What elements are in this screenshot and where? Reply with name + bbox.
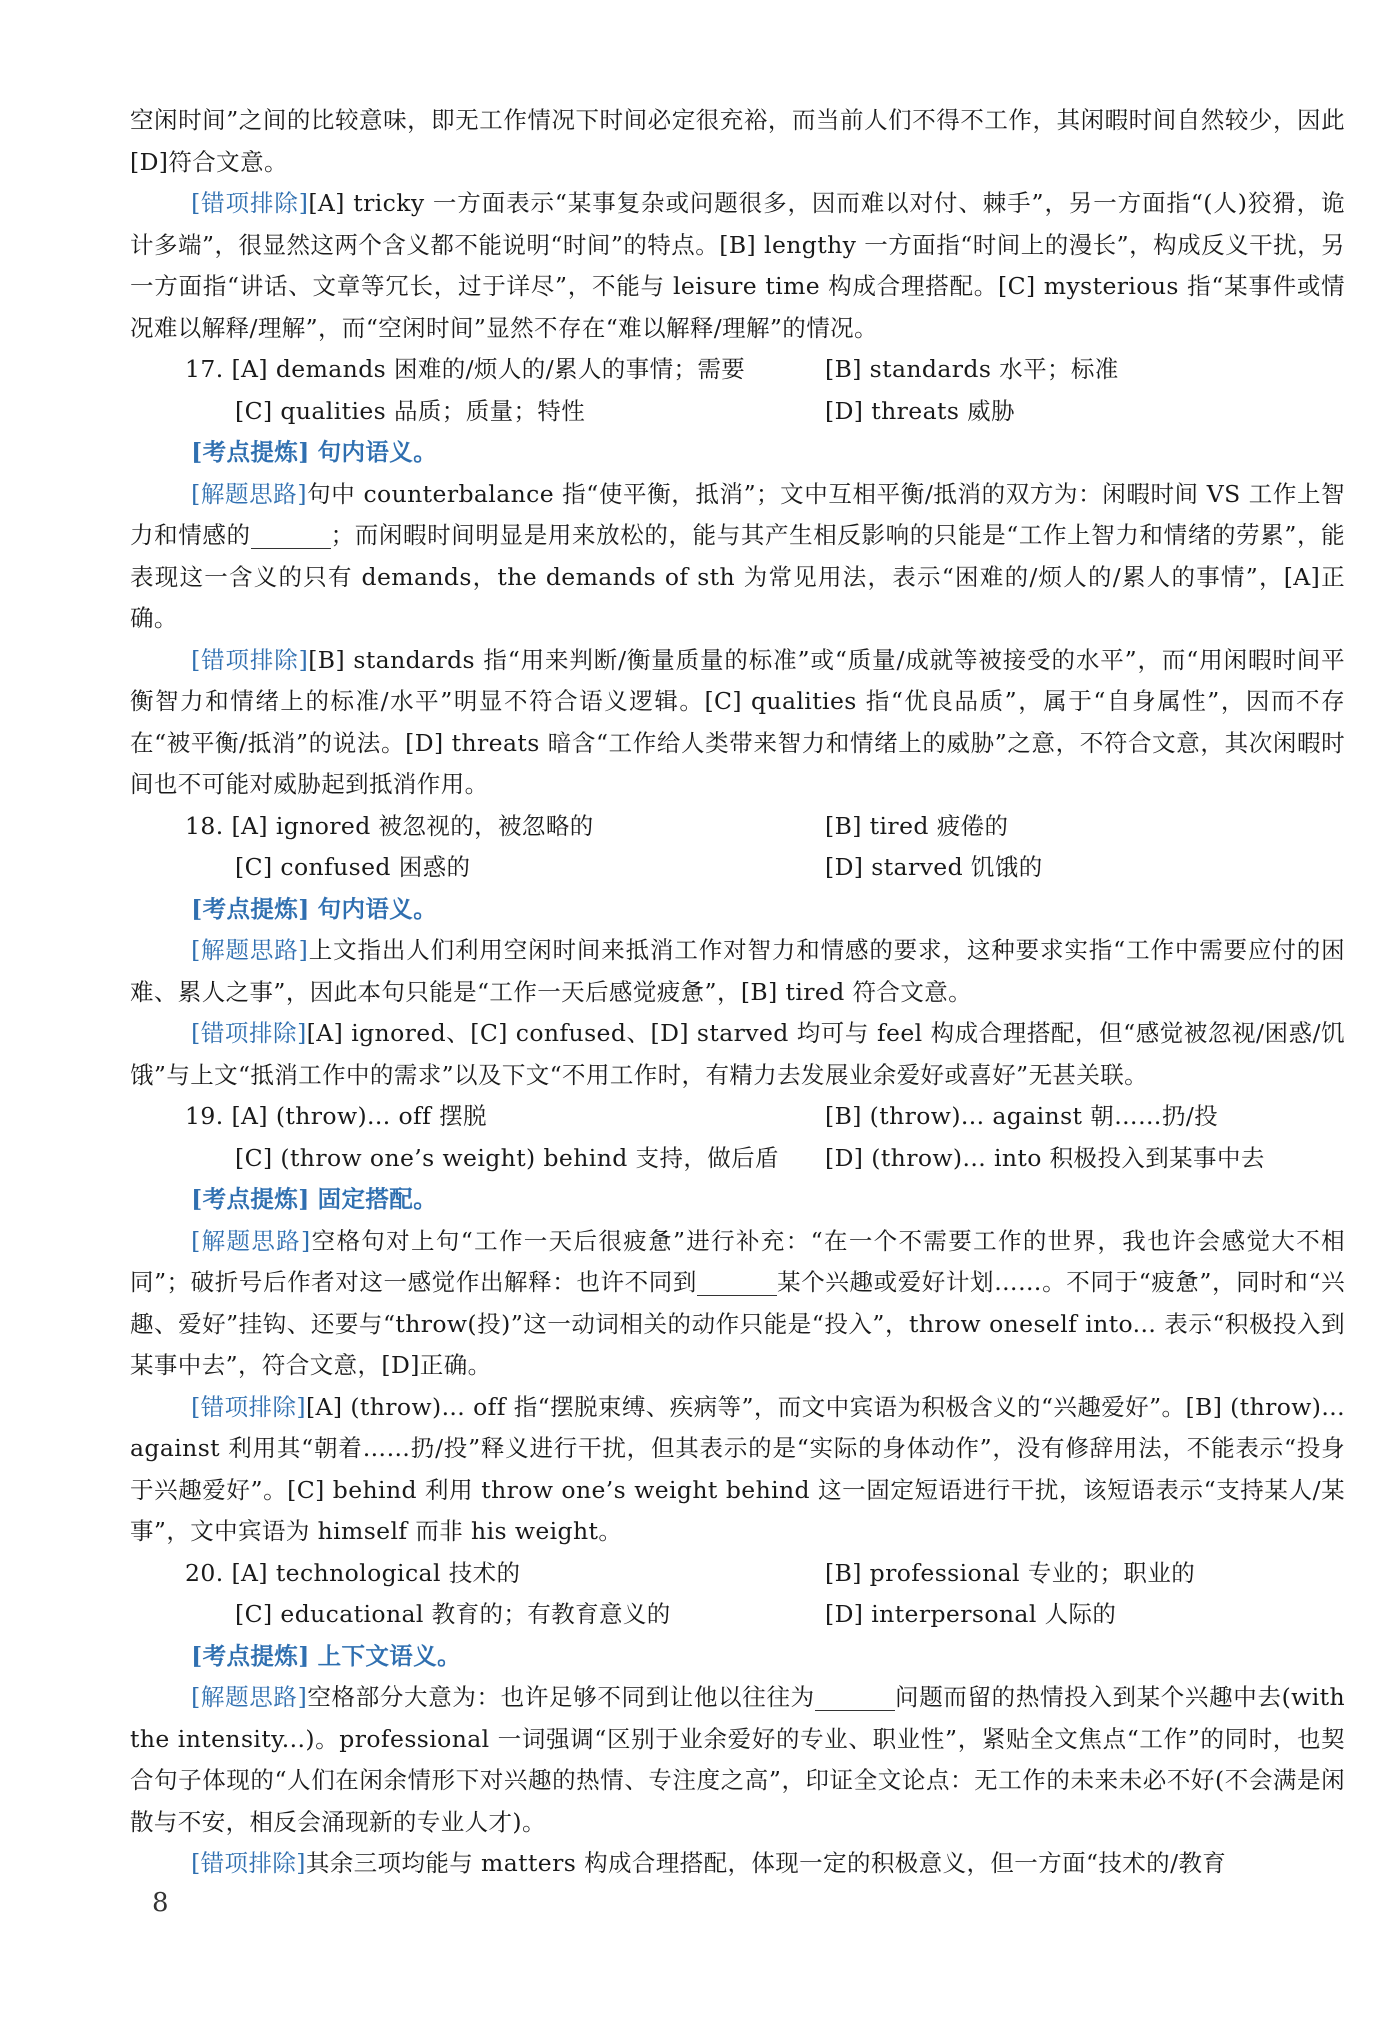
option-d: [D] threats 威胁	[825, 396, 1015, 425]
wrong-option-analysis	[130, 1387, 1345, 1553]
paragraph-text: [A] tricky 一方面表示“某事复杂或问题很多，因而难以对付、棘手”，另一方面指“(人)狡猾，诡计多端”，很显然这两个含义都不能说明“时间”的特点。[B] lengthy 一方面指“时间上的漫长”，构成反义干扰，另一方面指“讲话、文章等冗长，过于详尽”，不能与 leisure time 构成合理搭配。[C] mysterious 指“某事件或情况难以解释/理解”，而“空闲时间”显然不存在“难以解释/理解”的情况。	[130, 189, 1345, 342]
option-d: [D] interpersonal 人际的	[825, 1600, 1117, 1628]
option-b: [B] (throw)... against 朝……扔/投	[825, 1102, 1219, 1130]
options-row-20-ab	[130, 1553, 1345, 1595]
paragraph-continuation: 空闲时间”之间的比较意味，即无工作情况下时间必定很充裕，而当前人们不得不工作，其闲暇时间自然较少，因此[D]符合文意。	[130, 106, 1345, 176]
section-tag: [考点提炼]	[191, 438, 310, 466]
solution-approach	[130, 1677, 1345, 1843]
fill-blank-line	[697, 1272, 777, 1297]
section-tag: [错项排除]	[191, 1392, 306, 1421]
section-tag: [错项排除]	[191, 1019, 307, 1047]
section-tag: [错项排除]	[191, 1849, 306, 1877]
options-row-19-cd	[130, 1138, 1345, 1180]
paragraph-text: 某个兴趣或爱好计划……。不同于“疲惫”，同时和“兴趣、爱好”挂钩、还要与“throw(投)”这一动词相关的动作只能是“投入”，throw oneself into... 表示“积极投入到某事中去”，符合文意，[D]正确。	[130, 1268, 1345, 1379]
heading-text: 句内语义。	[317, 894, 438, 923]
section-tag: [考点提炼]	[191, 894, 310, 923]
option-b: [B] professional 专业的；职业的	[825, 1558, 1196, 1587]
solution-approach	[130, 474, 1345, 640]
option-a: 18. [A] ignored 被忽视的，被忽略的	[185, 811, 594, 840]
paragraph-text: 上文指出人们利用空闲时间来抵消工作对智力和情感的要求，这种要求实指“工作中需要应付的困难、累人之事”，因此本句只能是“工作一天后感觉疲惫”，[B] tired 符合文意。	[130, 936, 1345, 1006]
section-tag: [考点提炼]	[191, 1641, 310, 1670]
option-b: [B] tired 疲倦的	[825, 811, 1009, 840]
test-point-heading	[130, 1179, 1345, 1221]
option-d: [D] starved 饥饿的	[825, 853, 1043, 881]
heading-text: 固定搭配。	[317, 1185, 438, 1213]
option-a: 17. [A] demands 困难的/烦人的/累人的事情；需要	[185, 355, 746, 383]
section-tag: [解题思路]	[191, 1226, 311, 1255]
fill-blank-line	[251, 525, 331, 550]
options-row-18-ab	[130, 806, 1345, 848]
paragraph-text: 其余三项均能与 matters 构成合理搭配，体现一定的积极意义，但一方面“技术的/教育	[305, 1849, 1227, 1877]
answer-explanation-content	[130, 100, 1345, 1885]
section-tag: [解题思路]	[191, 1683, 308, 1711]
page-number: 8	[152, 1888, 169, 1918]
wrong-option-analysis	[130, 640, 1345, 806]
fill-blank-line	[815, 1687, 895, 1712]
options-row-18-cd	[130, 847, 1345, 889]
option-a: 20. [A] technological 技术的	[185, 1558, 521, 1587]
test-point-heading	[130, 432, 1345, 474]
section-tag: [解题思路]	[191, 936, 309, 964]
paragraph-text: [A] (throw)... off 指“摆脱束缚、疾病等”，而文中宾语为积极含义的“兴趣爱好”。[B] (throw)... against 利用其“朝着……扔/投”释义进行干扰，但其表示的是“实际的身体动作”，没有修辞用法，不能表示“投身于兴趣爱好”。[C] behind 利用 throw one’s weight behind 这一固定短语进行干扰，该短语表示“支持某人/某事”，文中宾语为 himself 而非 his weight。	[130, 1392, 1345, 1545]
section-tag: [错项排除]	[191, 189, 309, 217]
option-c: [C] (throw one’s weight) behind 支持，做后盾	[235, 1143, 779, 1172]
option-c: [C] educational 教育的；有教育意义的	[235, 1600, 671, 1628]
options-row-19-ab	[130, 1096, 1345, 1138]
option-a: 19. [A] (throw)... off 摆脱	[185, 1102, 487, 1130]
wrong-option-analysis	[130, 1013, 1345, 1096]
options-row-20-cd	[130, 1594, 1345, 1636]
paragraph-text: 句中 counterbalance 指“使平衡，抵消”；文中互相平衡/抵消的双方为：闲暇时间 VS 工作上智力和情感的	[130, 479, 1345, 549]
heading-text: 上下文语义。	[317, 1641, 462, 1670]
section-tag: [错项排除]	[191, 645, 309, 674]
solution-approach	[130, 930, 1345, 1013]
paragraph-text: ；而闲暇时间明显是用来放松的，能与其产生相反影响的只能是“工作上智力和情绪的劳累”，能表现这一含义的只有 demands，the demands of sth 为常见用法，表示“困难的/烦人的/累人的事情”，[A]正确。	[130, 521, 1346, 632]
test-point-heading	[130, 1636, 1345, 1678]
paragraph-text: 空格句对上句“工作一天后很疲惫”进行补充：“在一个不需要工作的世界，我也许会感觉大不相同”；破折号后作者对这一感觉作出解释：也许不同到	[130, 1226, 1345, 1296]
option-b: [B] standards 水平；标准	[825, 355, 1119, 383]
wrong-option-analysis	[130, 183, 1345, 349]
heading-text: 句内语义。	[317, 438, 438, 466]
option-d: [D] (throw)... into 积极投入到某事中去	[825, 1143, 1265, 1172]
test-point-heading	[130, 889, 1345, 931]
paragraph-text: [A] ignored、[C] confused、[D] starved 均可与 feel 构成合理搭配，但“感觉被忽视/困惑/饥饿”与上文“抵消工作中的需求”以及下文“不用工作时，有精力去发展业余爱好或喜好”无甚关联。	[130, 1019, 1345, 1089]
solution-approach	[130, 1221, 1345, 1387]
section-tag: [考点提炼]	[191, 1185, 310, 1213]
section-tag: [解题思路]	[191, 479, 307, 508]
option-c: [C] confused 困惑的	[235, 853, 471, 881]
options-row-17-cd	[130, 391, 1345, 433]
options-row-17-ab	[130, 349, 1345, 391]
paragraph-text: [B] standards 指“用来判断/衡量质量的标准”或“质量/成就等被接受的水平”，而“用闲暇时间平衡智力和情绪上的标准/水平”明显不符合语义逻辑。[C] qualities 指“优良品质”，属于“自身属性”，因而不存在“被平衡/抵消”的说法。[D] threats 暗含“工作给人类带来智力和情绪上的威胁”之意，不符合文意，其次闲暇时间也不可能对威胁起到抵消作用。	[130, 645, 1345, 798]
paragraph-text: 问题而留的热情投入到某个兴趣中去(with the intensity...)。professional 一词强调“区别于业余爱好的专业、职业性”，紧贴全文焦点“工作”的同时，也契合句子体现的“人们在闲余情形下对兴趣的热情、专注度之高”，印证全文论点：无工作的未来未必不好(不会满是闲散与不安，相反会涌现新的专业人才)。	[130, 1683, 1345, 1836]
option-c: [C] qualities 品质；质量；特性	[235, 396, 586, 425]
wrong-option-analysis	[130, 1843, 1345, 1885]
paragraph-text: 空格部分大意为：也许足够不同到让他以往往为	[307, 1683, 815, 1711]
